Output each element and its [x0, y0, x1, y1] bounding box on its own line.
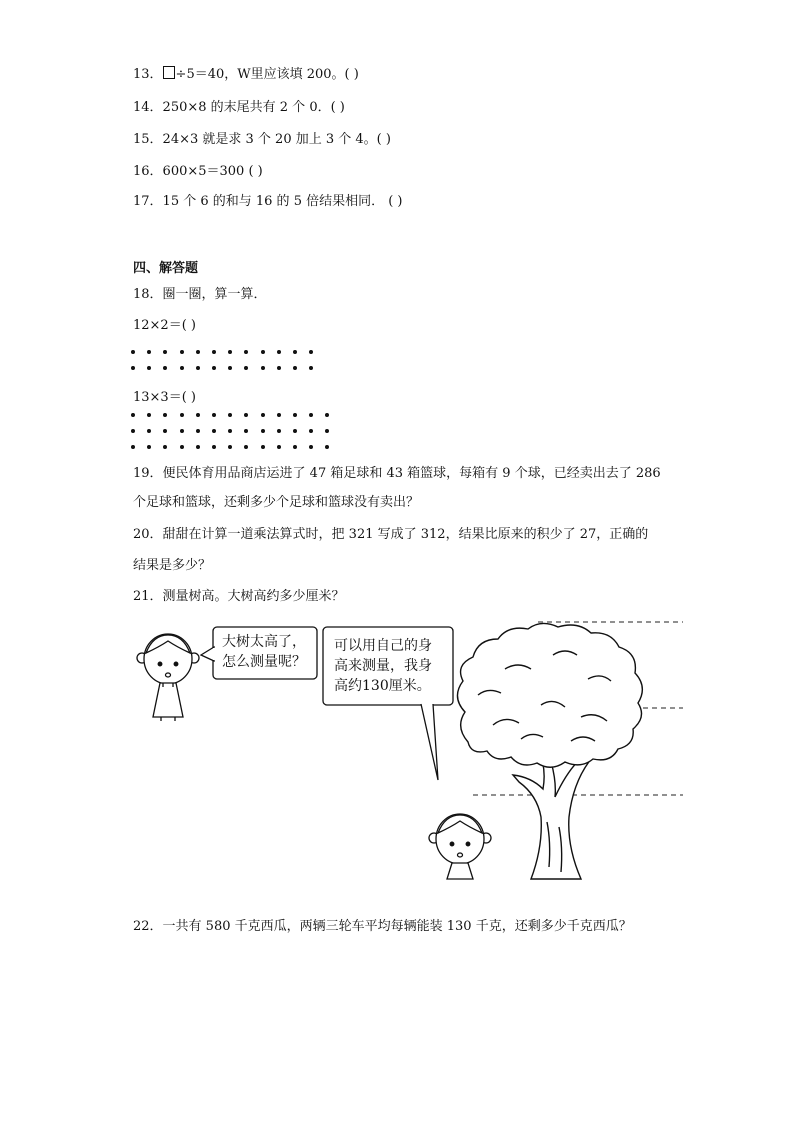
dot: [277, 445, 281, 449]
dot: [180, 350, 184, 354]
dot: [228, 350, 232, 354]
dot: [244, 445, 248, 449]
dot: [131, 445, 135, 449]
dot: [180, 445, 184, 449]
question-13: [133, 66, 359, 84]
dot-grid-2: [131, 413, 341, 453]
question-19-line-1: 19．便民体育用品商店运进了 47 箱足球和 43 箱篮球，每箱有 9 个球，已经卖出去了 286: [133, 466, 661, 481]
dot: [147, 350, 151, 354]
question-22: 22．一共有 580 千克西瓜，两辆三轮车平均每辆能装 130 千克，还剩多少千克西瓜？: [133, 919, 632, 934]
dot: [196, 413, 200, 417]
question-14: 14．250×8 的末尾共有 2 个 0．( ): [133, 100, 345, 115]
dot: [244, 350, 248, 354]
dot: [180, 413, 184, 417]
speech-bubble-2-line-3: 高约130厘米。: [334, 678, 431, 694]
dot: [261, 445, 265, 449]
dot: [212, 413, 216, 417]
question-19-line-2: 个足球和篮球，还剩多少个足球和篮球没有卖出？: [133, 495, 420, 510]
question-17: 17．15 个 6 的和与 16 的 5 倍结果相同． ( ): [133, 194, 403, 209]
dot: [228, 366, 232, 370]
dot: [147, 445, 151, 449]
dot: [147, 429, 151, 433]
dot: [196, 366, 200, 370]
dot: [244, 366, 248, 370]
dot: [309, 445, 313, 449]
dot: [163, 366, 167, 370]
dot: [309, 413, 313, 417]
dot: [309, 429, 313, 433]
dot: [293, 445, 297, 449]
question-16: 16．600×5＝300 ( ): [133, 164, 263, 179]
dot: [261, 366, 265, 370]
dot: [293, 429, 297, 433]
dot: [293, 366, 297, 370]
dot: [163, 350, 167, 354]
dot: [325, 413, 329, 417]
question-18-equation-1: 12×2＝( ): [133, 318, 196, 333]
blank-box-icon: [163, 66, 175, 79]
dot: [212, 350, 216, 354]
dot: [196, 445, 200, 449]
dot: [147, 413, 151, 417]
dot: [228, 445, 232, 449]
dot: [163, 445, 167, 449]
dot: [131, 350, 135, 354]
dot: [309, 350, 313, 354]
dot: [163, 413, 167, 417]
dot: [277, 413, 281, 417]
dot: [180, 429, 184, 433]
dot: [180, 366, 184, 370]
question-18-equation-2: 13×3＝( ): [133, 390, 196, 405]
question-20-line-2: 结果是多少？: [133, 558, 212, 573]
question-13-number: 13．: [133, 67, 163, 82]
dot: [228, 413, 232, 417]
dot: [277, 366, 281, 370]
dot: [163, 429, 167, 433]
speech-bubble-1-line-1: 大树太高了，: [222, 634, 306, 650]
dot: [325, 429, 329, 433]
dot: [196, 350, 200, 354]
dot: [309, 366, 313, 370]
dot-grid-1: [131, 350, 331, 374]
girl-figure-2: [429, 814, 491, 879]
girl-figure-1: [137, 634, 199, 721]
question-13-text: ÷5＝40，W里应该填 200。( ): [175, 67, 359, 82]
section-title: 四、解答题: [133, 261, 199, 276]
dot: [244, 413, 248, 417]
dot: [261, 429, 265, 433]
dot: [261, 350, 265, 354]
dot: [228, 429, 232, 433]
dot: [212, 429, 216, 433]
dot: [131, 366, 135, 370]
dot: [196, 429, 200, 433]
speech-bubble-1-line-2: 怎么测量呢？: [222, 654, 306, 670]
question-15: 15．24×3 就是求 3 个 20 加上 3 个 4。( ): [133, 132, 391, 147]
dot: [244, 429, 248, 433]
dot: [261, 413, 265, 417]
speech-bubble-2-line-2: 高来测量，我身: [334, 658, 432, 674]
dot: [325, 445, 329, 449]
dot: [131, 413, 135, 417]
dot: [147, 366, 151, 370]
dot: [293, 350, 297, 354]
dot: [212, 366, 216, 370]
question-21: 21．测量树高。大树高约多少厘米？: [133, 589, 345, 604]
dot: [277, 429, 281, 433]
dot: [293, 413, 297, 417]
dot: [212, 445, 216, 449]
question-20-line-1: 20．甜甜在计算一道乘法算式时，把 321 写成了 312，结果比原来的积少了 27，正确的: [133, 527, 649, 542]
dot: [131, 429, 135, 433]
dot: [277, 350, 281, 354]
speech-bubble-2-line-1: 可以用自己的身: [334, 638, 432, 654]
question-18-prompt: 18．圈一圈，算一算．: [133, 287, 267, 302]
